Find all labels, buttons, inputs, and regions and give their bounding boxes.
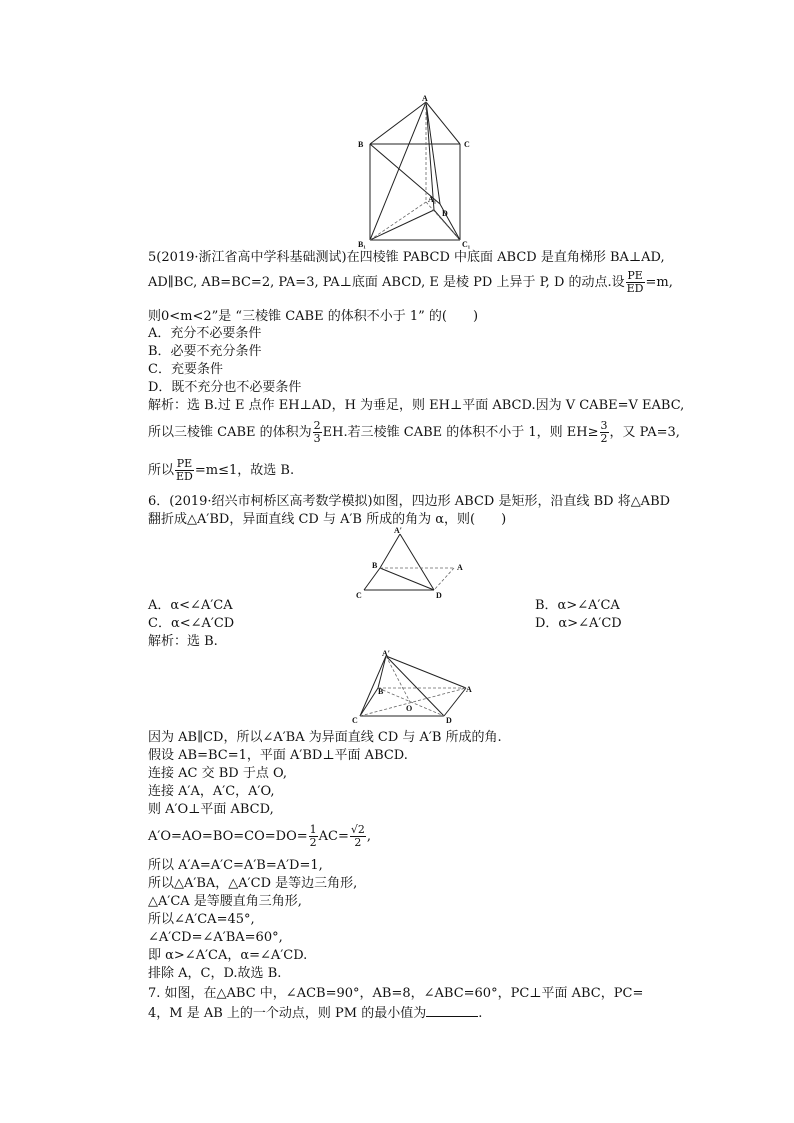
q6-step-13: 排除 A，C，D.故选 B. bbox=[148, 966, 282, 981]
q5-solution-line1: 解析：选 B.过 E 点作 EH⊥AD，H 为垂足，则 EH⊥平面 ABCD.因为 V CABE=V EABC, bbox=[148, 398, 685, 413]
frac-num: PE bbox=[176, 457, 193, 470]
figure-folded-rectangle bbox=[350, 524, 470, 600]
sol2-text-c: ，又 PA=3, bbox=[609, 425, 680, 440]
q5-solution-line2 bbox=[148, 420, 680, 445]
answer-blank[interactable] bbox=[426, 1004, 478, 1017]
label-B: B bbox=[358, 140, 364, 149]
label-C: C bbox=[464, 140, 470, 149]
q6-step-3: 连接 AC 交 BD 于点 O, bbox=[148, 766, 288, 781]
label-B: B bbox=[372, 561, 378, 570]
q5-option-c: C．充要条件 bbox=[148, 362, 223, 377]
label-A: A bbox=[422, 94, 428, 103]
frac-den: 2 bbox=[309, 836, 317, 849]
q5-line2 bbox=[148, 270, 673, 295]
q6-step-7: 所以 A′A=A′C=A′B=A′D=1, bbox=[148, 858, 323, 873]
frac-den: 2 bbox=[600, 432, 608, 445]
q6-option-a: A．α<∠A′CA bbox=[148, 598, 233, 613]
q6-step-1: 因为 AB∥CD，所以∠A′BA 为异面直线 CD 与 A′B 所成的角. bbox=[148, 730, 502, 745]
s6-text-a: A′O=AO=BO=CO=DO= bbox=[148, 829, 308, 844]
frac-num: √2 bbox=[350, 823, 365, 836]
q5-option-d: D．既不充分也不必要条件 bbox=[148, 380, 302, 395]
s6-text-c: , bbox=[366, 829, 372, 844]
q7-line2-end: . bbox=[478, 1006, 483, 1021]
q5-line3: 则0<m<2”是 “三棱锥 CABE 的体积不小于 1” 的( ) bbox=[148, 309, 479, 324]
label-D: D bbox=[446, 716, 452, 725]
frac-two-thirds bbox=[313, 420, 322, 445]
q7-line2 bbox=[148, 1004, 482, 1022]
q6-step-8: 所以△A′BA，△A′CD 是等边三角形, bbox=[148, 876, 358, 891]
q6-step-5: 则 A′O⊥平面 ABCD, bbox=[148, 802, 274, 817]
q5-option-b: B．必要不充分条件 bbox=[148, 344, 262, 359]
frac-num: 2 bbox=[313, 419, 321, 432]
frac-three-halves bbox=[600, 420, 609, 445]
frac-den: 2 bbox=[354, 836, 362, 849]
label-Ap: A′ bbox=[394, 526, 403, 535]
frac-num: 3 bbox=[600, 419, 608, 432]
label-D: D bbox=[436, 591, 442, 600]
q5-line2-end: =m, bbox=[645, 275, 673, 290]
q6-step-11: ∠A′CD=∠A′BA=60°, bbox=[148, 930, 283, 945]
q6-answer: 解析：选 B. bbox=[148, 634, 218, 649]
q6-line2: 翻折成△A′BD，异面直线 CD 与 A′B 所成的角为 α，则( ) bbox=[148, 512, 507, 527]
q5-line2-text: AD∥BC, AB=BC=2, PA=3, PA⊥底面 ABCD, E 是棱 PD 上异于 P, D 的动点.设 bbox=[148, 275, 625, 290]
q5-option-a: A．充分不必要条件 bbox=[148, 326, 262, 341]
q6-step-10: 所以∠A′CA=45°, bbox=[148, 912, 255, 927]
q6-option-c: C．α<∠A′CD bbox=[148, 616, 235, 631]
sol2-text-b: EH.若三棱锥 CABE 的体积不小于 1，则 EH≥ bbox=[322, 425, 599, 440]
q5-fraction-pe-ed bbox=[626, 270, 645, 295]
label-C1: C₁ bbox=[462, 240, 471, 249]
frac-pe-ed bbox=[175, 458, 194, 483]
frac-den: 3 bbox=[313, 432, 321, 445]
s6-text-b: AC= bbox=[318, 829, 349, 844]
label-B1: B₁ bbox=[358, 240, 366, 249]
frac-num: PE bbox=[627, 269, 643, 282]
frac-one-half bbox=[309, 824, 318, 849]
q6-step-6 bbox=[148, 824, 371, 849]
sol2-text-a: 所以三棱锥 CABE 的体积为 bbox=[148, 425, 312, 440]
label-C: C bbox=[352, 716, 358, 725]
q5-line1: 5(2019·浙江省高中学科基础测试)在四棱锥 PABCD 中底面 ABCD 是直角梯形 BA⊥AD, bbox=[148, 250, 665, 265]
label-O: O bbox=[406, 704, 413, 713]
q5-solution-line3 bbox=[148, 458, 294, 483]
label-C: C bbox=[356, 591, 362, 600]
frac-num: 1 bbox=[309, 823, 317, 836]
frac-den: ED bbox=[176, 470, 193, 483]
q6-step-2: 假设 AB=BC=1，平面 A′BD⊥平面 ABCD. bbox=[148, 748, 408, 763]
figure-prism bbox=[350, 92, 480, 252]
sol3-text-b: =m≤1，故选 B. bbox=[194, 463, 295, 478]
q6-step-12: 即 α>∠A′CA，α=∠A′CD. bbox=[148, 948, 308, 963]
label-A1: A₁ bbox=[428, 195, 437, 204]
q6-step-9: △A′CA 是等腰直角三角形, bbox=[148, 894, 302, 909]
frac-den: ED bbox=[626, 282, 644, 295]
label-A: A bbox=[457, 563, 463, 572]
figure-tetra-solution bbox=[348, 648, 478, 726]
label-Ap: A′ bbox=[382, 649, 391, 658]
q6-step-4: 连接 A′A，A′C，A′O, bbox=[148, 784, 275, 799]
label-B: B bbox=[378, 687, 384, 696]
label-A: A bbox=[466, 685, 472, 694]
q6-option-b: B．α>∠A′CA bbox=[535, 598, 620, 613]
q7-line1: 7. 如图，在△ABC 中，∠ACB=90°，AB=8，∠ABC=60°，PC⊥平面 ABC，PC= bbox=[148, 986, 644, 1001]
q7-line2-text: 4，M 是 AB 上的一个动点，则 PM 的最小值为 bbox=[148, 1006, 427, 1021]
q6-line1: 6．(2019·绍兴市柯桥区高考数学模拟)如图，四边形 ABCD 是矩形，沿直线 BD 将△ABD bbox=[148, 494, 671, 509]
label-D: D bbox=[442, 209, 448, 218]
frac-root2-over-2 bbox=[350, 824, 366, 849]
sol3-text-a: 所以 bbox=[148, 463, 175, 478]
q6-option-d: D．α>∠A′CD bbox=[535, 616, 622, 631]
